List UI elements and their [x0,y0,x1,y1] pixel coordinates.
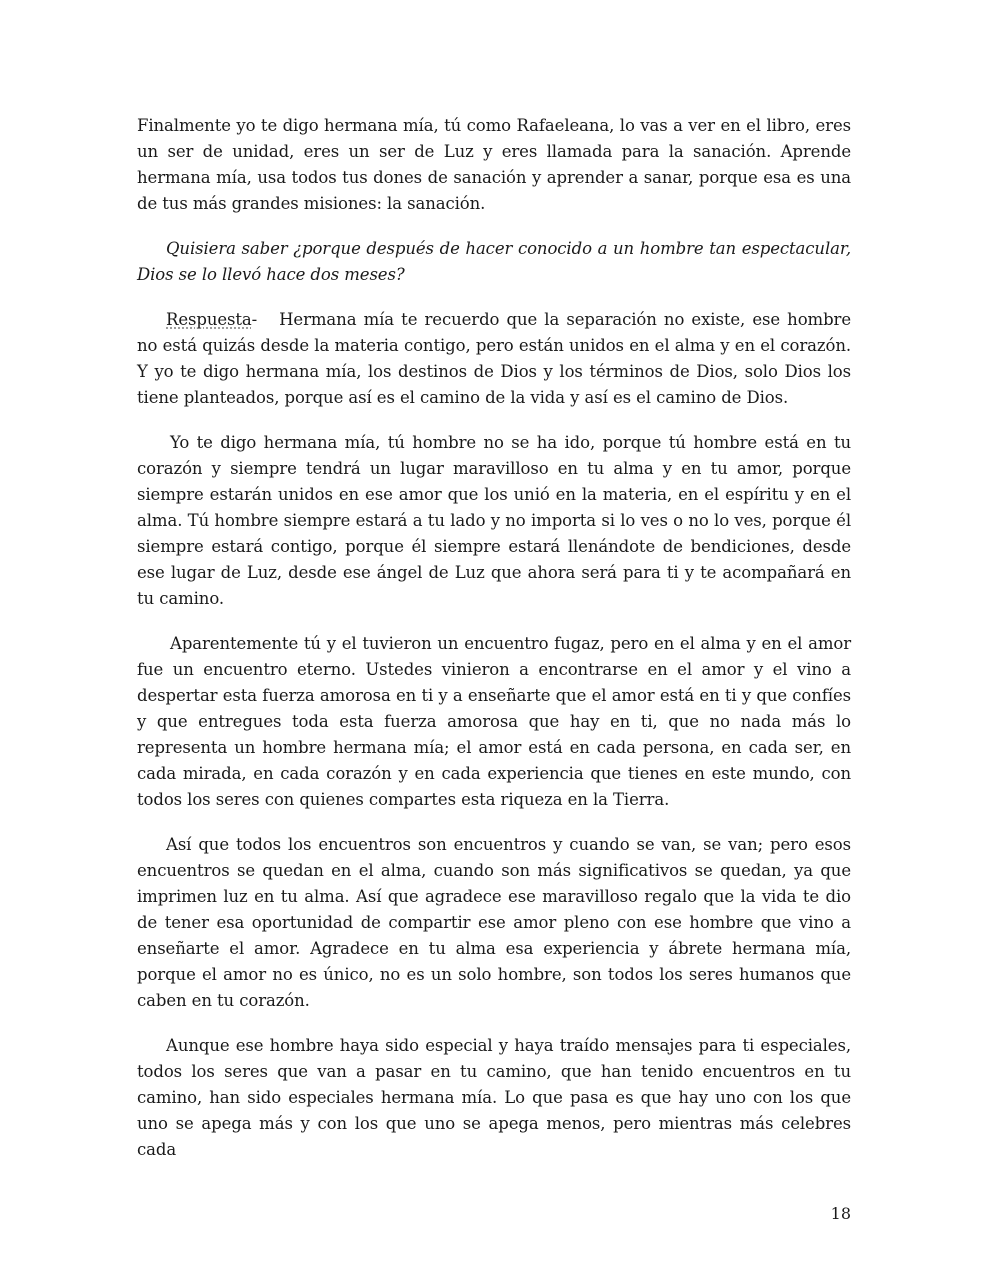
paragraph-hombre-especial: Aunque ese hombre haya sido especial y haya traído mensajes para ti especiales, todos los seres que van a pasar en tu camino, que han tenido encuentros en tu camino, han sido especiales hermana mía. Lo que pasa es que hay uno con los que uno se apega más y con los que uno se apega menos, pero mientras más celebres cada [137,1036,851,1159]
paragraph-encuentros: Así que todos los encuentros son encuentros y cuando se van, se van; pero esos encuentros se quedan en el alma, cuando son más significativos se quedan, ya que imprimen luz en tu alma. Así que agradece ese maravilloso regalo que la vida te dio de tener esa oportunidad de compartir ese amor pleno con ese hombre que vino a enseñarte el amor. Agradece en tu alma esa experiencia y ábrete hermana mía, porque el amor no es único, no es un solo hombre, son todos los seres humanos que caben en tu corazón. [137,835,851,1010]
answer-paragraph [137,307,851,411]
paragraph-encuentro-fugaz: Aparentemente tú y el tuvieron un encuentro fugaz, pero en el alma y en el amor fue un encuentro eterno. Ustedes vinieron a encontrarse en el amor y el vino a despertar esta fuerza amorosa en ti y a enseñarte que el amor está en ti y que confíes y que entregues toda esta fuerza amorosa que hay en ti, que no nada más lo representa un hombre hermana mía; el amor está en cada persona, en cada ser, en cada mirada, en cada corazón y en cada experiencia que tienes en este mundo, con todos los seres con quienes compartes esta riqueza en la Tierra. [137,634,851,809]
paragraph-closing-sanacion: Finalmente yo te digo hermana mía, tú como Rafaeleana, lo vas a ver en el libro, eres un ser de unidad, eres un ser de Luz y eres llamada para la sanación. Aprende hermana mía, usa todos tus dones de sanación y aprender a sanar, porque esa es una de tus más grandes misiones: la sanación. [137,116,851,213]
answer-label: Respuesta [166,310,252,329]
body-text [137,113,851,1182]
page-number: 18 [830,1204,851,1223]
paragraph-tu-hombre: Yo te digo hermana mía, tú hombre no se ha ido, porque tú hombre está en tu corazón y siempre tendrá un lugar maravilloso en tu alma y en tu amor, porque siempre estarán unidos en ese amor que los unió en la materia, en el espíritu y en el alma. Tú hombre siempre estará a tu lado y no importa si lo ves o no lo ves, porque él siempre estará contigo, porque él siempre estará llenándote de bendiciones, desde ese lugar de Luz, desde ese ángel de Luz que ahora será para ti y te acompañará en tu camino. [137,433,851,608]
answer-dash: - [251,310,258,329]
answer-text: Hermana mía te recuerdo que la separación no existe, ese hombre no está quizás desde la materia contigo, pero están unidos en el alma y en el corazón. Y yo te digo hermana mía, los destinos de Dios y los términos de Dios, solo Dios los tiene planteados, porque así es el camino de la vida y así es el camino de Dios. [137,310,851,407]
question-paragraph: Quisiera saber ¿porque después de hacer conocido a un hombre tan espectacular, Dios se lo llevó hace dos meses? [137,239,851,284]
